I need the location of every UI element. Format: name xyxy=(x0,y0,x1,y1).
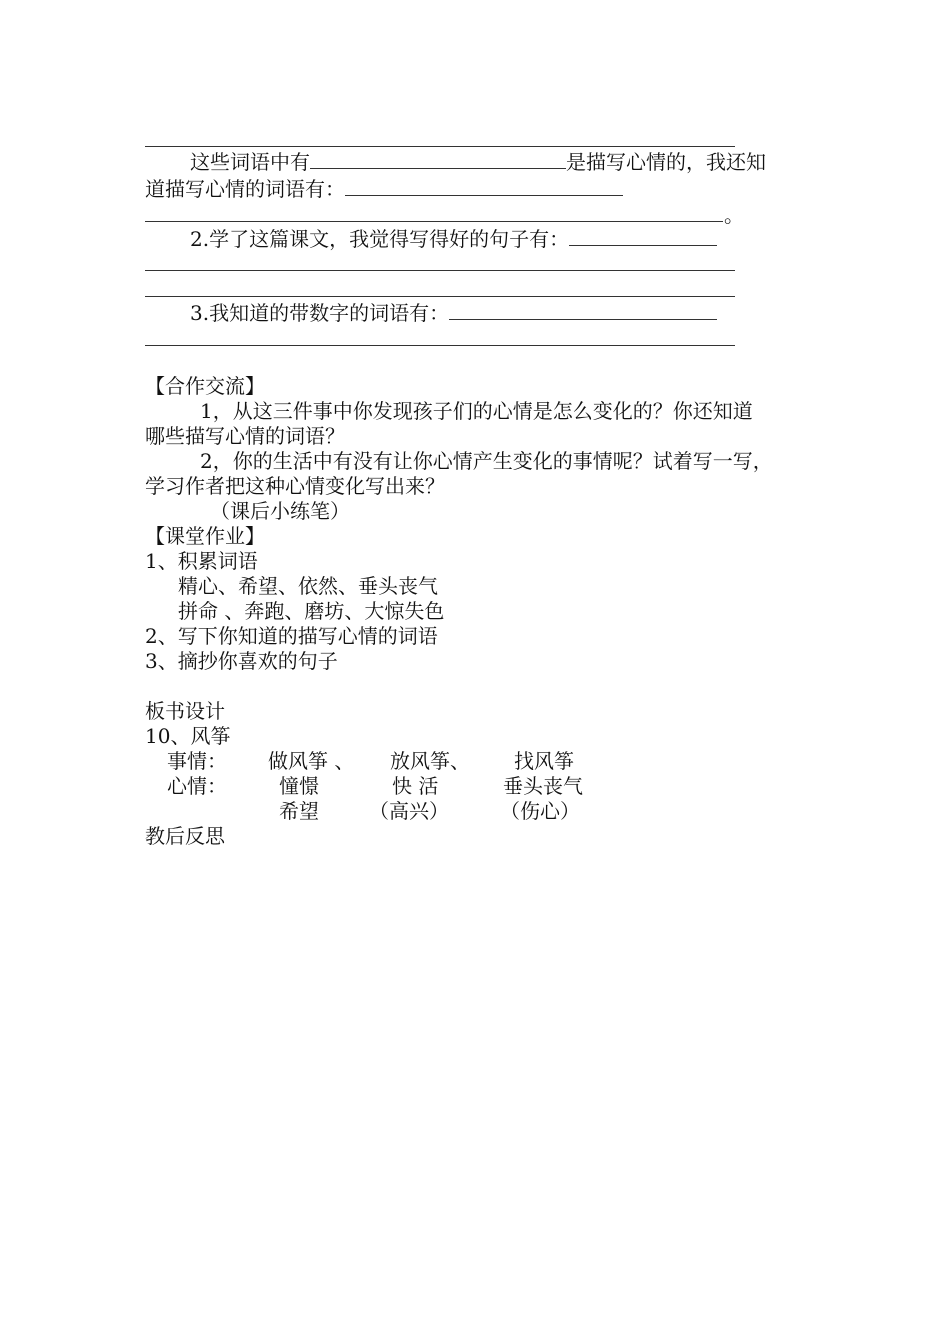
board-mood-sub-sad: （伤心） xyxy=(500,799,580,823)
blank-line-sentences-2[interactable] xyxy=(145,296,735,297)
board-event-make-kite: 做风筝 、 xyxy=(268,749,355,773)
homework-heading: 【课堂作业】 xyxy=(145,524,265,548)
blank-line-mood-words-2[interactable] xyxy=(145,221,723,222)
homework-words-row2: 拼命 、奔跑、磨坊、大惊失色 xyxy=(178,599,445,623)
discussion-q2-note: （课后小练笔） xyxy=(210,499,350,523)
discussion-q2-line2: 学习作者把这种心情变化写出来？ xyxy=(145,474,445,498)
board-mood-happy: 快 活 xyxy=(392,774,439,798)
period-mark: 。 xyxy=(724,203,744,227)
number-words-question xyxy=(190,300,717,326)
board-event-find-kite: 找风筝 xyxy=(514,749,574,773)
words-question-suffix: 是描写心情的，我还知 xyxy=(566,150,766,174)
homework-item1: 1、积累词语 xyxy=(145,549,258,573)
blank-line-sentences-1[interactable] xyxy=(145,270,735,271)
blank-line-top[interactable] xyxy=(145,146,735,147)
words-question-line xyxy=(190,149,766,175)
board-heading: 板书设计 xyxy=(145,699,225,723)
discussion-q2-line1: 2，你的生活中有没有让你心情产生变化的事情呢？试着写一写， xyxy=(200,449,773,473)
board-mood-sub-glad: （高兴） xyxy=(369,799,449,823)
number-words-text: 3.我知道的带数字的词语有： xyxy=(190,301,450,325)
words-question-cont-text: 道描写心情的词语有： xyxy=(145,177,345,201)
board-mood-sub-hope: 希望 xyxy=(279,799,319,823)
homework-words-row1: 精心、希望、依然、垂头丧气 xyxy=(178,574,438,598)
homework-item3: 3、摘抄你喜欢的句子 xyxy=(145,649,338,673)
good-sentences-text: 2.学了这篇课文，我觉得写得好的句子有： xyxy=(190,227,570,251)
reflection-heading: 教后反思 xyxy=(145,824,225,848)
blank-words-describe-mood[interactable] xyxy=(310,150,566,169)
words-question-line-cont xyxy=(145,176,623,202)
board-lesson-title: 10、风筝 xyxy=(145,724,231,748)
words-question-prefix: 这些词语中有 xyxy=(190,150,310,174)
homework-item2: 2、写下你知道的描写心情的词语 xyxy=(145,624,438,648)
discussion-q1-line2: 哪些描写心情的词语？ xyxy=(145,424,345,448)
blank-number-words[interactable] xyxy=(449,301,717,320)
discussion-heading: 【合作交流】 xyxy=(145,374,265,398)
board-event-fly-kite: 放风筝、 xyxy=(390,749,470,773)
board-mood-dejected: 垂头丧气 xyxy=(503,774,583,798)
blank-good-sentences[interactable] xyxy=(569,227,717,246)
discussion-q1-line1: 1，从这三件事中你发现孩子们的心情是怎么变化的？你还知道 xyxy=(200,399,753,423)
board-mood-longing: 憧憬 xyxy=(279,774,319,798)
good-sentences-question xyxy=(190,226,717,252)
blank-line-number-words[interactable] xyxy=(145,345,735,346)
blank-other-mood-words[interactable] xyxy=(345,177,623,196)
board-events-label: 事情： xyxy=(167,749,227,773)
board-moods-label: 心情： xyxy=(167,774,227,798)
